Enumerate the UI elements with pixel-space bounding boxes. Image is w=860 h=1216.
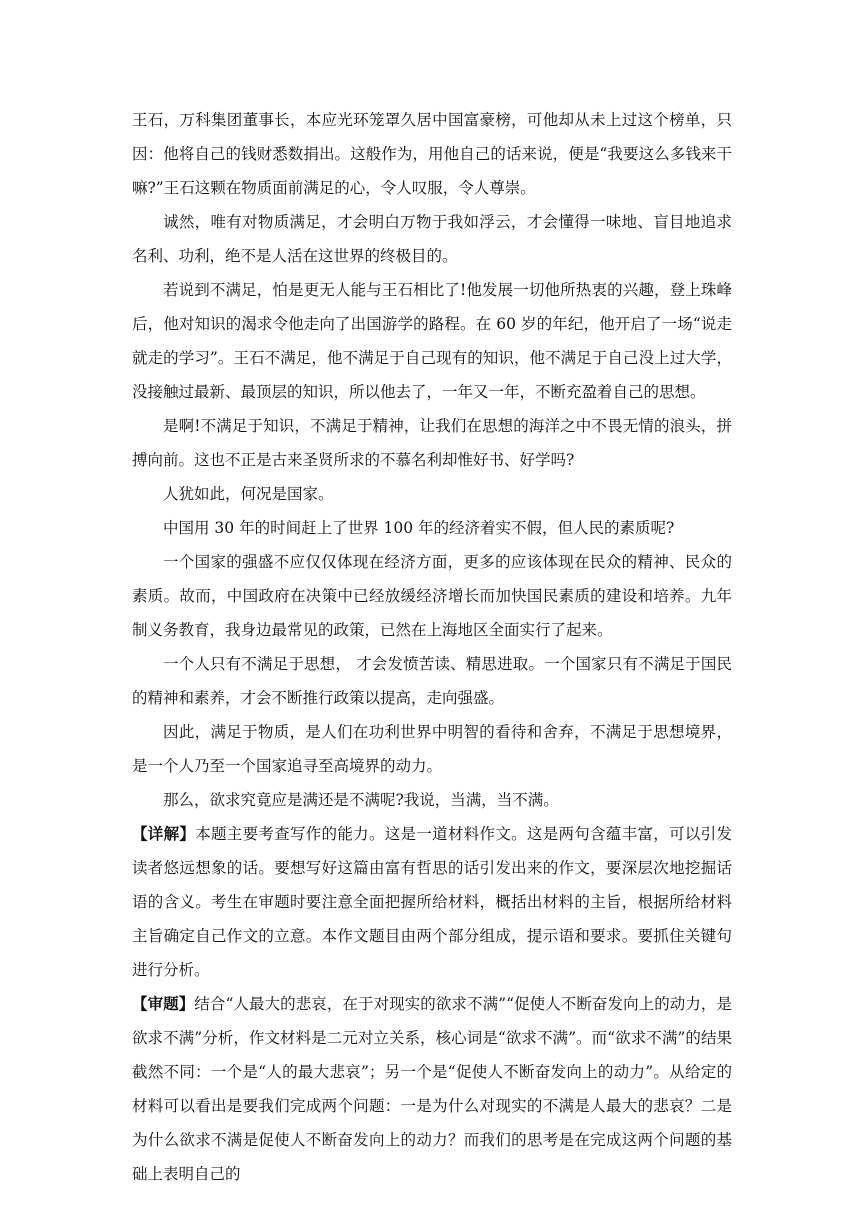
paragraph-text: 人犹如此，何况是国家。: [163, 485, 334, 503]
paragraph-text: 结合“人最大的悲哀，在于对现实的欲求不满”“促使人不断奋发向上的动力，是欲求不满”分析，作文材料是二元对立关系，核心词是“欲求不满”。而“欲求不满”的结果截然不同：一个是“人的最大悲哀”；另一个是“促使人不断奋发向上的动力”。从给定的材料可以看出是要我们完成两个问题：一是为什么对现实的不满是人最大的悲哀？二是为什么欲求不满是促使人不断奋发向上的动力？而我们的思考是在完成这两个问题的基础上表明自己的: [132, 995, 732, 1183]
paragraph-text: 是啊!不满足于知识，不满足于精神，让我们在思想的海洋之中不畏无情的浪头，拼搏向前。这也不正是古来圣贤所求的不慕名利却惟好书、好学吗?: [132, 417, 732, 469]
paragraph-8: [132, 647, 732, 715]
paragraph-text: 本题主要考查写作的能力。这是一道材料作文。这是两句含蕴丰富，可以引发读者悠远想象的话。要想写好这篇由富有哲思的话引发出来的作文，要深层次地挖掘话语的含义。考生在审题时要注意全面把握所给材料，概括出材料的主旨，根据所给材料主旨确定自己作文的立意。本作文题目由两个部分组成，提示语和要求。要抓住关键句进行分析。: [132, 825, 732, 979]
paragraph-5: [132, 477, 732, 511]
paragraph-text: 那么，欲求究竟应是满还是不满呢?我说，当满，当不满。: [163, 791, 559, 809]
paragraph-6: [132, 511, 732, 545]
examination-paragraph: [132, 987, 732, 1191]
paragraph-9: [132, 715, 732, 783]
paragraph-3: [132, 273, 732, 409]
paragraph-text: 一个国家的强盛不应仅仅体现在经济方面，更多的应该体现在民众的精神、民众的素质。故而，中国政府在决策中已经放缓经济增长而加快国民素质的建设和培养。九年制义务教育，我身边最常见的政策，已然在上海地区全面实行了起来。: [132, 553, 732, 639]
paragraph-2: [132, 205, 732, 273]
paragraph-text: 诚然，唯有对物质满足，才会明白万物于我如浮云，才会懂得一味地、盲目地追求名利、功利，绝不是人活在这世界的终极目的。: [132, 213, 732, 265]
paragraph-text: 中国用 30 年的时间赶上了世界 100 年的经济着实不假，但人民的素质呢?: [163, 519, 675, 537]
paragraph-10: [132, 783, 732, 817]
paragraph-text: 王石，万科集团董事长，本应光环笼罩久居中国富豪榜，可他却从未上过这个榜单，只因：他将自己的钱财悉数捐出。这般作为，用他自己的话来说，便是“我要这么多钱来干嘛?”王石这颗在物质面前满足的心，令人叹服，令人尊崇。: [132, 111, 732, 197]
paragraph-text: 一个人只有不满足于思想， 才会发愤苦读、精思进取。一个国家只有不满足于国民的精神和素养，才会不断推行政策以提高，走向强盛。: [132, 655, 732, 707]
examination-label: 【审题】: [132, 994, 195, 1013]
paragraph-1: [132, 103, 732, 205]
paragraph-text: 因此，满足于物质，是人们在功利世界中明智的看待和舍弃，不满足于思想境界，是一个人乃至一个国家追寻至高境界的动力。: [132, 723, 732, 775]
paragraph-4: [132, 409, 732, 477]
analysis-label: 【详解】: [132, 824, 196, 843]
analysis-paragraph: [132, 817, 732, 987]
paragraph-7: [132, 545, 732, 647]
paragraph-text: 若说到不满足，怕是更无人能与王石相比了!他发展一切他所热衷的兴趣，登上珠峰后，他对知识的渴求令他走向了出国游学的路程。在 60 岁的年纪，他开启了一场“说走就走的学习”。王石不满足，他不满足于自己现有的知识，他不满足于自己没上过大学，没接触过最新、最顶层的知识，所以他去了，一年又一年，不断充盈着自己的思想。: [132, 281, 732, 401]
